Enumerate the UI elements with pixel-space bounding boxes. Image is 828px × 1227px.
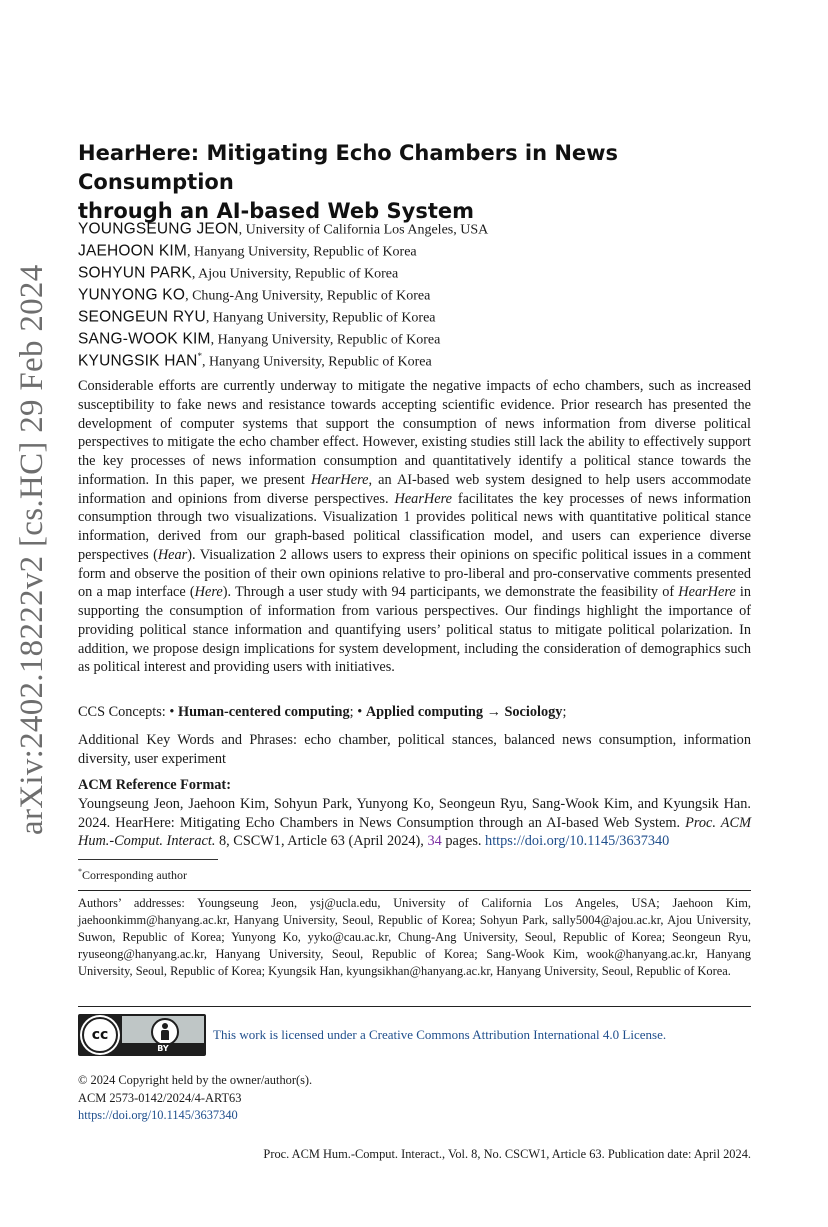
cc-by-license-icon[interactable] [78, 1014, 206, 1056]
attribution-person-icon [151, 1018, 179, 1046]
author-entry: JAEHOON KIM, Hanyang University, Republic of Korea [78, 242, 417, 260]
keywords [78, 731, 751, 768]
footnote-text: Corresponding author [82, 868, 187, 882]
system-name: HearHere [394, 490, 452, 507]
citation-text: Youngseung Jeon, Jaehoon Kim, Sohyun Park, Yunyong Ko, Seongeun Ryu, Sang-Wook Kim, and Kyungsik Han. 2024. HearHere: Mitigating Echo Chambers in News Consumption through an AI-based Web System. [78, 796, 751, 831]
abstract-text: in supporting the consumption of information from various perspectives. Our findings highlight the importance of providing political stance information and quantifying users’ political status to mitigate political polarization. In addition, we propose design implications for system development, including the consideration of demographics such as political interest and providing users with initiatives. [78, 584, 752, 676]
author-entry: SOHYUN PARK, Ajou University, Republic of Korea [78, 264, 399, 282]
acm-article-id: ACM 2573-0142/2024/4-ART63 [78, 1090, 242, 1105]
author-name: SANG-WOOK KIM [78, 330, 211, 348]
title-line-1: HearHere: Mitigating Echo Chambers in News Consumption [78, 141, 619, 194]
hear-term: Hear [157, 546, 188, 563]
author-addresses: Authors’ addresses: Youngseung Jeon, ysj@ucla.edu, University of California Los Angeles, USA; Jaehoon Kim, jaehoonkimm@hanyang.ac.kr, Hanyang University, Seoul, Republic of Korea; Sohyun Park, sally5004@ajou.ac.kr, Ajou University, Suwon, Republic of Korea; Yunyong Ko, yyko@cau.ac.kr, Chung-Ang University, Seoul, Republic of Korea; Seongeun Ryu, ryuseong@hanyang.ac.kr, Hanyang University, Seoul, Republic of Korea; Sang-Wook Kim, wook@hanyang.ac.kr, Hanyang University, Seoul, Republic of Korea; Kyungsik Han, kyungsikhan@hanyang.ac.kr, Hanyang University, Seoul, Republic of Korea. [78, 896, 751, 979]
author-entry: YOUNGSEUNG JEON, University of California Los Angeles, USA [78, 220, 489, 238]
author-affiliation: Hanyang University, Republic of Korea [212, 310, 436, 326]
arxiv-identifier-stamp: arXiv:2402.18222v2 [cs.HC] 29 Feb 2024 [14, 264, 50, 835]
ccs-separator: ; [562, 704, 567, 720]
author-mark: * [197, 351, 203, 361]
ccs-concept: Human-centered computing [177, 704, 350, 720]
copyright-doi-link[interactable]: https://doi.org/10.1145/3637340 [78, 1108, 238, 1122]
footnote [78, 864, 187, 883]
title-line-2: through an AI-based Web System [78, 199, 474, 223]
author-name: SOHYUN PARK [78, 264, 192, 282]
by-label: BY [122, 1043, 204, 1054]
abstract-text: facilitates the key processes of news information consumption through two visualizations. Visualization 1 provides political news with quantitative political stance information, derived from our graph-based political classification model, and users can experience diverse perspectives ( [78, 490, 751, 563]
author-affiliation: Hanyang University, Republic of Korea [217, 332, 441, 348]
ccs-separator: ; [349, 704, 354, 720]
abstract-text: Considerable efforts are currently underway to mitigate the negative impacts of echo chambers, such as increased susceptibility to fake news and resistance towards accepting scientific evidence. Prior research has presented the development of computer systems that support the consumption of news information from diverse political perspectives to mitigate the echo chamber effect. However, existing studies still lack the ability to effectively support the key processes of news information consumption and quantitatively identify a political stance towards the information. In this paper, we present [78, 378, 751, 488]
footnote-mark: * [78, 867, 82, 876]
abstract [78, 377, 751, 677]
abstract-text: ). Through a user study with 94 participants, we demonstrate the feasibility of [222, 584, 679, 601]
ccs-label: CCS Concepts: [78, 704, 166, 720]
running-footer: Proc. ACM Hum.-Comput. Interact., Vol. 8, No. CSCW1, Article 63. Publication date: April 2024. [263, 1147, 751, 1161]
author-list [78, 213, 758, 370]
author-name: YUNYONG KO [78, 286, 186, 304]
license-link[interactable]: This work is licensed under a Creative Commons Attribution International 4.0 License. [213, 1027, 667, 1042]
author-name: KYUNGSIK HAN [78, 352, 198, 370]
pages-link[interactable]: 34 [427, 833, 442, 849]
acm-reference-heading: ACM Reference Format: [78, 777, 231, 793]
author-entry: KYUNGSIK HAN*, Hanyang University, Republic of Korea [78, 351, 432, 370]
system-name: HearHere [311, 471, 369, 488]
copyright-block [78, 1072, 312, 1125]
author-name: JAEHOON KIM [78, 242, 187, 260]
ccs-concept: Applied computing → Sociology [365, 704, 563, 720]
ccs-concepts [78, 703, 751, 722]
ccs-bullet: • [169, 704, 175, 720]
author-name: YOUNGSEUNG JEON [78, 220, 239, 238]
addresses-top-divider [78, 890, 751, 891]
abstract-text: , an AI-based web system designed to help users accommodate information and opinions from diverse perspectives. [78, 471, 751, 507]
keywords-label: Additional Key Words and Phrases: [78, 732, 297, 748]
ccs-bullet: • [357, 704, 363, 720]
by-panel [122, 1016, 204, 1054]
author-affiliation: Chung-Ang University, Republic of Korea [192, 288, 431, 304]
keywords-text: echo chamber, political stances, balanced news consumption, information diversity, user experiment [78, 732, 751, 767]
citation-pages-word: pages. [441, 833, 486, 849]
author-entry: SEONGEUN RYU, Hanyang University, Republic of Korea [78, 308, 436, 326]
cc-icon: cc [82, 1017, 118, 1053]
addresses-bottom-divider [78, 1006, 751, 1007]
citation-details: 8, CSCW1, Article 63 (April 2024), [215, 833, 428, 849]
footnote-divider [78, 859, 218, 860]
author-entry: YUNYONG KO, Chung-Ang University, Republic of Korea [78, 286, 431, 304]
license-row [78, 1014, 751, 1056]
acm-reference-citation [78, 795, 751, 851]
author-affiliation: Hanyang University, Republic of Korea [194, 244, 417, 260]
author-affiliation: University of California Los Angeles, USA [245, 222, 489, 238]
abstract-text: ). Visualization 2 allows users to express their opinions on specific political issues in a comment form and observe the position of their own opinions relative to pro-liberal and pro-conservative comments presented on a map interface ( [78, 546, 751, 601]
journal-name: Proc. ACM Hum.-Comput. Interact. [78, 814, 751, 849]
doi-link[interactable]: https://doi.org/10.1145/3637340 [485, 833, 670, 849]
author-entry: SANG-WOOK KIM, Hanyang University, Republic of Korea [78, 330, 441, 348]
here-term: Here [194, 584, 223, 601]
author-name: SEONGEUN RYU [78, 308, 206, 326]
author-affiliation: Ajou University, Republic of Korea [198, 266, 399, 282]
author-affiliation: Hanyang University, Republic of Korea [209, 354, 432, 370]
system-name: HearHere [678, 584, 736, 601]
copyright-line: © 2024 Copyright held by the owner/author(s). [78, 1073, 313, 1087]
